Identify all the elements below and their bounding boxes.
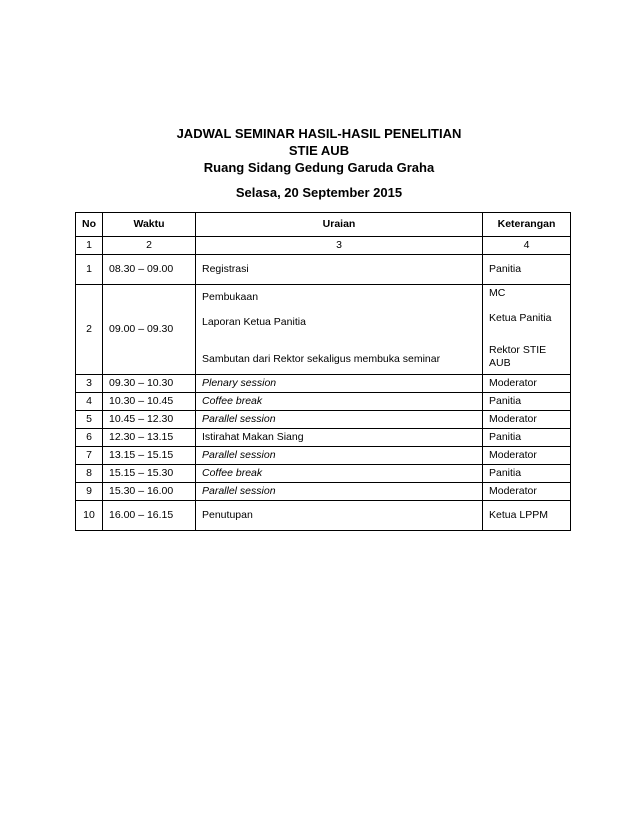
table-row (76, 375, 571, 393)
cell-time: 10.30 – 10.45 (103, 393, 196, 411)
cell-no: 6 (76, 429, 103, 447)
cell-note (483, 285, 571, 375)
header-desc: Uraian (196, 213, 483, 237)
title-line-2: STIE AUB (288, 143, 350, 158)
cell-time: 08.30 – 09.00 (103, 255, 196, 285)
cell-desc: Parallel session (196, 411, 483, 429)
cell-no: 8 (76, 465, 103, 483)
colnum-no: 1 (76, 237, 103, 255)
cell-time: 15.15 – 15.30 (103, 465, 196, 483)
cell-no: 7 (76, 447, 103, 465)
desc-item: Pembukaan (202, 291, 259, 303)
cell-no: 5 (76, 411, 103, 429)
cell-time: 10.45 – 12.30 (103, 411, 196, 429)
table-row (76, 447, 571, 465)
cell-note: Ketua LPPM (483, 501, 571, 531)
desc-item: Sambutan dari Rektor sekaligus membuka seminar (202, 353, 441, 365)
cell-desc: Coffee break (196, 465, 483, 483)
cell-note: Panitia (483, 393, 571, 411)
cell-time: 13.15 – 15.15 (103, 447, 196, 465)
header-no: No (76, 213, 103, 237)
table-row (76, 255, 571, 285)
table-row (76, 483, 571, 501)
cell-time: 09.00 – 09.30 (103, 285, 196, 375)
cell-note: Moderator (483, 411, 571, 429)
table-row (76, 465, 571, 483)
schedule-table (75, 212, 571, 531)
cell-no: 3 (76, 375, 103, 393)
cell-note: Moderator (483, 447, 571, 465)
event-date: Selasa, 20 September 2015 (235, 185, 403, 200)
colnum-note: 4 (483, 237, 571, 255)
desc-item: Laporan Ketua Panitia (202, 316, 306, 328)
cell-desc: Plenary session (196, 375, 483, 393)
table-row (76, 501, 571, 531)
cell-no: 4 (76, 393, 103, 411)
table-row (76, 411, 571, 429)
title-line-1: JADWAL SEMINAR HASIL-HASIL PENELITIAN (176, 126, 462, 141)
cell-note: Panitia (483, 255, 571, 285)
table-row (76, 393, 571, 411)
cell-no: 10 (76, 501, 103, 531)
cell-desc: Istirahat Makan Siang (196, 429, 483, 447)
note-item: Ketua Panitia (489, 312, 552, 324)
cell-desc: Coffee break (196, 393, 483, 411)
cell-time: 12.30 – 13.15 (103, 429, 196, 447)
table-row (76, 429, 571, 447)
table-header-row (76, 213, 571, 237)
document-title (0, 125, 638, 176)
column-number-row (76, 237, 571, 255)
header-time: Waktu (103, 213, 196, 237)
cell-desc (196, 285, 483, 375)
cell-note: Panitia (483, 429, 571, 447)
cell-no: 2 (76, 285, 103, 375)
cell-desc: Penutupan (196, 501, 483, 531)
cell-desc: Parallel session (196, 447, 483, 465)
cell-note: Panitia (483, 465, 571, 483)
title-line-3: Ruang Sidang Gedung Garuda Graha (203, 160, 435, 175)
cell-desc: Registrasi (196, 255, 483, 285)
cell-time: 15.30 – 16.00 (103, 483, 196, 501)
header-note: Keterangan (483, 213, 571, 237)
note-item: MC (489, 287, 506, 299)
note-item: Rektor STIE AUB (489, 344, 547, 369)
cell-time: 09.30 – 10.30 (103, 375, 196, 393)
cell-note: Moderator (483, 483, 571, 501)
cell-note: Moderator (483, 375, 571, 393)
colnum-time: 2 (103, 237, 196, 255)
cell-no: 1 (76, 255, 103, 285)
colnum-desc: 3 (196, 237, 483, 255)
table-row (76, 285, 571, 375)
cell-desc: Parallel session (196, 483, 483, 501)
cell-no: 9 (76, 483, 103, 501)
cell-time: 16.00 – 16.15 (103, 501, 196, 531)
